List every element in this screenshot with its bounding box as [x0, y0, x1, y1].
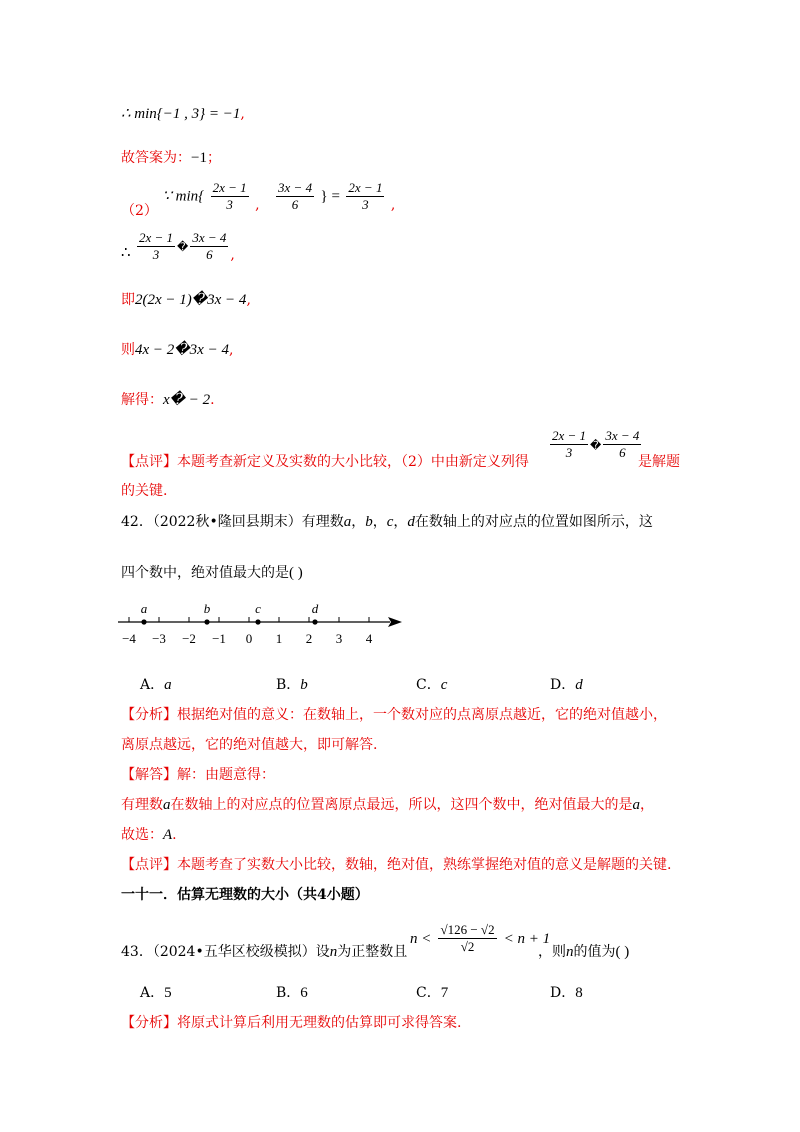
tick-label: 1	[275, 631, 283, 646]
answer-line-1: 【解答】解：由题意得：	[121, 767, 275, 783]
tick-label: −2	[182, 631, 196, 646]
answer-paren: ( )	[615, 944, 630, 960]
fraction-2: $\frac{3x - 4}{6}$	[278, 180, 313, 212]
tick-label: −1	[212, 631, 226, 646]
option-c[interactable]: C．c	[416, 677, 448, 693]
point-label-a: a	[140, 601, 148, 616]
option-a[interactable]: A．a	[140, 677, 172, 693]
therefore-line	[121, 230, 235, 263]
comma: ,	[390, 196, 396, 213]
comment-text-end: 是解题	[638, 454, 680, 470]
question-43-stem: 43．（2024•五华区校级模拟）设n为正整数且	[121, 944, 408, 960]
step-line-2	[121, 340, 233, 360]
var-a: a	[343, 514, 352, 530]
comma: ,	[230, 246, 235, 263]
min-open: ∵ min{	[162, 188, 205, 205]
answer-value: −1	[191, 150, 207, 166]
step-math: 2(2x − 1)�3x − 4	[135, 292, 247, 308]
var-c: c	[386, 514, 394, 530]
option-b[interactable]: B．b	[276, 677, 308, 693]
sqrt-fraction: $\frac{√126 - √2}{√2}$	[440, 922, 495, 954]
var-a: a	[632, 797, 640, 813]
option-d[interactable]: D．d	[550, 677, 583, 693]
option-c[interactable]: C．7	[416, 985, 449, 1001]
comment-text: 【点评】本题考查新定义及实数的大小比较，（2）中由新定义列得	[121, 454, 529, 470]
section-heading: 一十一．估算无理数的大小（共4小题）	[121, 887, 369, 903]
comment-42: 【点评】本题考查了实数大小比较，数轴，绝对值，熟练掌握绝对值的意义是解题的关键.	[121, 857, 672, 873]
solve-line	[121, 390, 215, 410]
question-42-stem: 42．（2022秋•隆回县期末）有理数a，b，c，d在数轴上的对应点的位置如图所示，这	[121, 514, 653, 530]
comma: ,	[246, 292, 251, 308]
comment-line	[121, 452, 529, 472]
option-a[interactable]: A．5	[140, 985, 172, 1001]
min-equation: ∴ min{−1 , 3} = −1	[121, 106, 241, 122]
tick-label: 0	[245, 631, 253, 646]
missing-symbol: �	[590, 439, 602, 452]
var-n: n	[566, 944, 574, 960]
tick-label: −4	[122, 631, 136, 646]
var-d: d	[407, 514, 415, 530]
point-a	[141, 619, 146, 624]
fraction-4: $\frac{2x - 1}{3}$	[139, 230, 174, 262]
tick-label: 3	[335, 631, 343, 646]
comma: ,	[240, 106, 245, 122]
axis-arrow	[388, 617, 402, 627]
inequality	[410, 922, 550, 955]
analysis-43: 【分析】将原式计算后利用无理数的估算即可求得答案.	[121, 1015, 462, 1031]
analysis-line-1: 【分析】根据绝对值的意义：在数轴上，一个数对应的点离原点越近，它的绝对值越小，	[121, 707, 667, 723]
answer-tail: ；	[206, 150, 221, 166]
tick-label: 4	[365, 631, 373, 646]
fraction-6: $\frac{2x - 1}{3}$	[552, 428, 587, 460]
answer-choice: A	[163, 827, 173, 843]
fraction-1: $\frac{2x - 1}{3}$	[212, 180, 247, 212]
option-d[interactable]: D．8	[550, 985, 583, 1001]
sep: ,	[255, 196, 260, 213]
period: .	[210, 392, 215, 408]
number-line	[112, 594, 412, 654]
var-n: n	[329, 944, 338, 960]
stem-text: 在数轴上的对应点的位置如图所示，这	[414, 514, 653, 530]
point-label-c: c	[255, 601, 261, 616]
fraction-7: $\frac{3x - 4}{6}$	[605, 428, 640, 460]
missing-symbol: �	[177, 240, 189, 254]
tick-label: 2	[305, 631, 313, 646]
solution-line-min	[121, 104, 245, 124]
answer-paren: ( )	[289, 565, 303, 581]
option-b[interactable]: B．6	[276, 985, 308, 1001]
answer-line-2: 有理数a在数轴上的对应点的位置离原点最远，所以，这四个数中，绝对值最大的是a，	[121, 797, 654, 813]
question-42-stem-2	[121, 563, 303, 583]
point-b	[204, 619, 209, 624]
part2-line	[121, 180, 396, 219]
var-b: b	[365, 514, 373, 530]
var-a: a	[163, 797, 171, 813]
min-close: } =	[320, 188, 340, 205]
comment-end	[638, 452, 680, 472]
step-prefix: 则	[121, 342, 135, 358]
therefore: ∴	[121, 244, 131, 261]
ineq-left: n <	[410, 931, 432, 947]
ineq-right: < n + 1	[503, 931, 551, 947]
tick-label: −3	[152, 631, 166, 646]
solve-prefix: 解得：	[121, 392, 163, 408]
answer-line	[121, 148, 221, 168]
step-line-1	[121, 290, 251, 310]
step-math: 4x − 2�3x − 4	[135, 342, 229, 358]
stem-text: 四个数中，绝对值最大的是	[121, 565, 289, 581]
solve-math: x� − 2	[163, 392, 211, 408]
part-label: （2）	[121, 202, 158, 219]
point-label-d: d	[311, 601, 319, 616]
answer-label: 故答案为：	[121, 150, 191, 166]
comment-fraction	[548, 428, 643, 461]
answer-line-3: 故选：A.	[121, 827, 177, 843]
point-c	[255, 619, 260, 624]
comma: ,	[228, 342, 234, 358]
comment-text: 的关键.	[121, 483, 168, 499]
step-prefix: 即	[121, 292, 135, 308]
fraction-5: $\frac{3x - 4}{6}$	[192, 230, 227, 262]
analysis-line-2: 离原点越远，它的绝对值越大，即可解答.	[121, 737, 378, 753]
point-label-b: b	[203, 601, 211, 616]
stem-text: 42．（2022秋•隆回县期末）有理数	[121, 514, 344, 530]
point-d	[312, 619, 317, 624]
fraction-3: $\frac{2x - 1}{3}$	[348, 180, 383, 212]
question-43-stem-end: ，则n的值为( )	[538, 944, 630, 960]
comment-line-2	[121, 481, 167, 501]
